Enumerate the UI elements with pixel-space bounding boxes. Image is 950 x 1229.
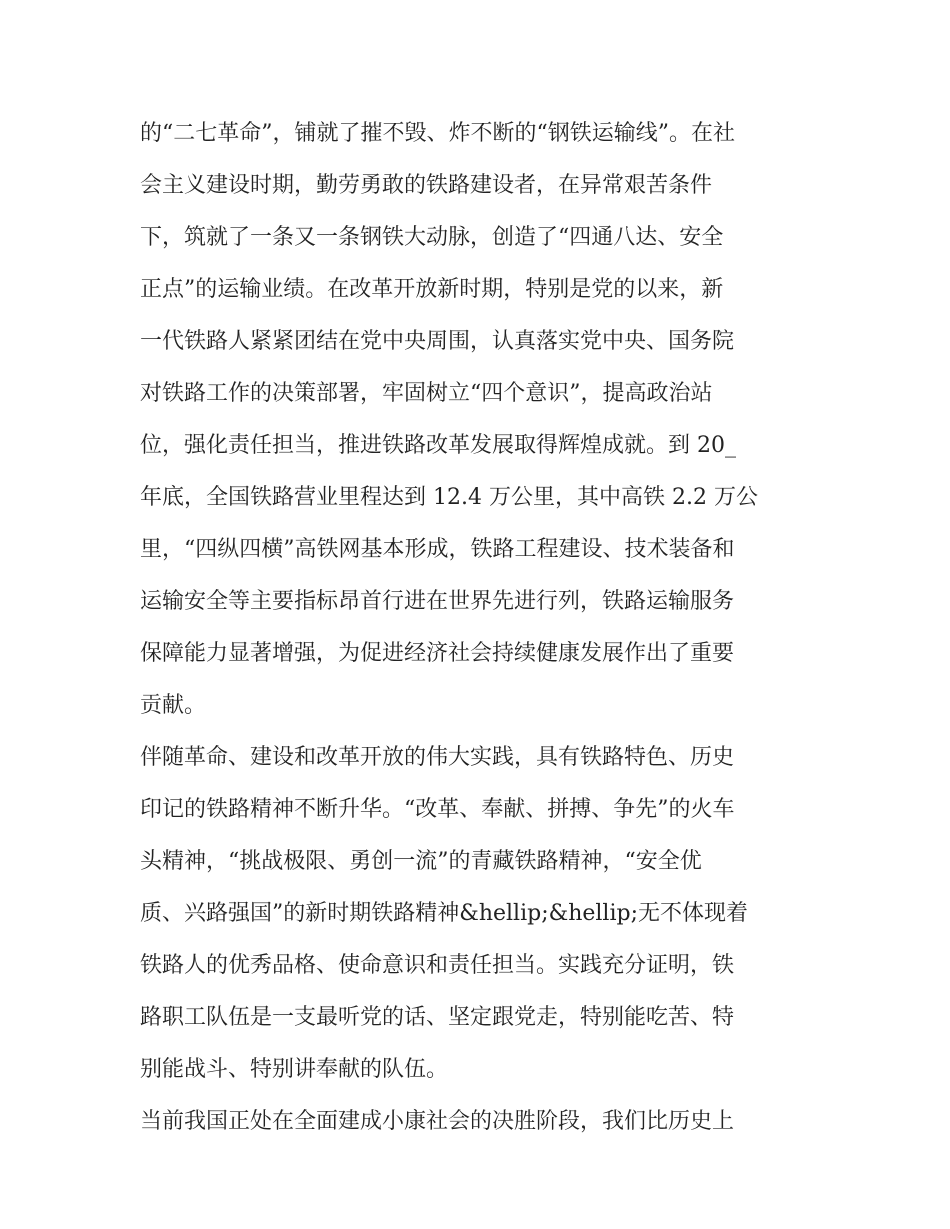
text-line: 当前我国正处在全面建成小康社会的决胜阶段，我们比历史上 (140, 1109, 735, 1134)
text-line: 别能战斗、特别讲奉献的队伍。 (140, 1057, 449, 1082)
text-line: 保障能力显著增强，为促进经济社会持续健康发展作出了重要 (140, 641, 735, 666)
text-line: 年底，全国铁路营业里程达到 12.4 万公里，其中高铁 2.2 万公 (140, 485, 758, 510)
text-line: 运输安全等主要指标昂首行进在世界先进行列，铁路运输服务 (140, 589, 735, 614)
text-line: 头精神，“挑战极限、勇创一流”的青藏铁路精神，“安全优 (140, 849, 702, 874)
text-line: 贡献。 (140, 693, 207, 718)
text-line: 对铁路工作的决策部署，牢固树立“四个意识”，提高政治站 (140, 381, 713, 406)
text-line: 质、兴路强国”的新时期铁路精神&hellip;&hellip;无不体现着 (140, 901, 748, 926)
document-page (140, 108, 820, 1148)
text-line: 伴随革命、建设和改革开放的伟大实践，具有铁路特色、历史 (140, 745, 735, 770)
text-line: 路职工队伍是一支最听党的话、坚定跟党走，特别能吃苦、特 (140, 1005, 735, 1030)
text-line: 铁路人的优秀品格、使命意识和责任担当。实践充分证明，铁 (140, 953, 735, 978)
text-line: 位，强化责任担当，推进铁路改革发展取得辉煌成就。到 20_ (140, 433, 736, 458)
paragraph-3 (140, 1096, 820, 1148)
text-line: 会主义建设时期，勤劳勇敢的铁路建设者，在异常艰苦条件 (140, 173, 713, 198)
text-line: 下，筑就了一条又一条钢铁大动脉，创造了“四通八达、安全 (140, 225, 724, 250)
paragraph-2 (140, 732, 820, 1096)
text-line: 正点”的运输业绩。在改革开放新时期，特别是党的以来，新 (140, 277, 724, 302)
paragraph-1 (140, 108, 820, 732)
text-line: 的“二七革命”，铺就了摧不毁、炸不断的“钢铁运输线”。在社 (140, 121, 735, 146)
text-line: 里，“四纵四横”高铁网基本形成，铁路工程建设、技术装备和 (140, 537, 735, 562)
text-line: 一代铁路人紧紧团结在党中央周围，认真落实党中央、国务院 (140, 329, 735, 354)
text-line: 印记的铁路精神不断升华。“改革、奉献、拼搏、争先”的火车 (140, 797, 735, 822)
